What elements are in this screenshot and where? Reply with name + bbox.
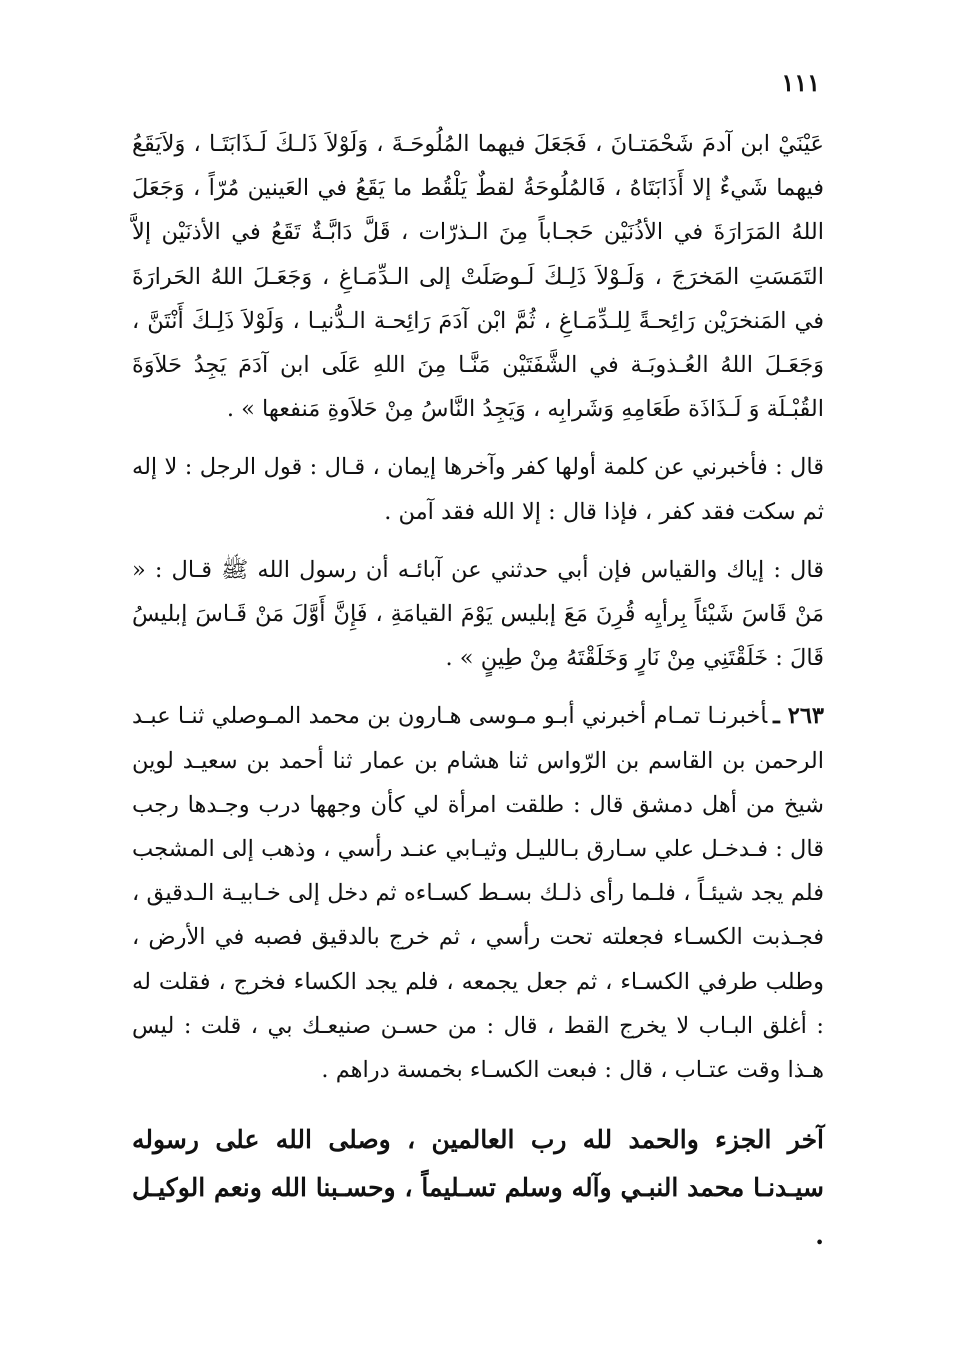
paragraph-4-text: أخبرنـا تمـام أخبرني أبـو مـوسى هـارون بن محمد المـوصلي ثنـا عبـد الرحمن بن القاسم بن الرّواس ثنا هشام بن عمار ثنا أحمد بن سعيـد لوين شيخ من أهل دمشق قال : طلقت امرأة لي كأن وجهها درب وجـدها رجب قال : فـدخـل علي سـارق بـالليـل وثيـابي عنـد رأسي ، وذهب إلى المشجب فلم يجد شيئـاً ، فلـما رأى ذلـك بسـط كسـاءه ثم دخل إلى خـابيـة الـدقيق ، فجـذبت الكسـاء فجعلته تحت رأسي ، ثم خرج بالدقيق فصبه في الأرض ، وطلب طرفي الكسـاء ، ثم جعل يجمعه ، فلم يجد الكساء فخرج ، فقلت له : أغلق البـاب لا يخرج القط ، قال : من حسـن صنيعـك بي ، قلت : ليس هـذا وقت عتـاب ، قال : فبعت الكسـاء بخمسة دراهم . [132,703,824,1084]
paragraph-1-text: عَيْنَيْ ابن آدمَ شَحْمَتـانَ ، فَجَعَلَ فيهما المُلُوحَـةَ ، وَلَوْلاَ ذَلـكَ لَـذَابَتَـا ، وَلاَيَقَعُ فيهما شَيءٌ إلا أَذَابَتَاهُ ، فَالمُلُوحَةُ لقطٌ يَلْقُط ما يَقَعُ في العَينين مُرّاً ، وَجَعَلَ اللهُ المَرَارَةَ في الأذُنَيْن حَجـاباً مِنَ الـذرّات ، قَلَّ دَابَّـةٌ تَقَعُ في الأذنَيْن إلاَّ التَمَسَتِ المَخرَجَ ، وَلَـوْلاَ ذَلِـكَ لَـوصَلَتْ إلى الـدِّمَـاغِ ، وَجَعَـلَ اللهُ الحَرارَةَ في المَنخرَيْن رَائِحـةً لِلـدِّمَـاغِ ، ثُمَّ ابْن آدَمَ رَائِحـة الـدُّنيـا ، وَلَوْلاَ ذَلِـكَ أَنْتَنَّ ، وَجَعَـلَ اللهُ العُـذوبَـة في الشَّفَتَيْن مَنَّـا مِنَ اللهِ عَلَى ابن آدَمَ يَجِدُ حَلاَوَةَ القُبْـلَة وَ لَـذَاذَة طَعَامِهِ وَشَرابِه ، وَيَجِدُ النَّاسُ مِنْ حَلاَوةِ مَنفعها » . [132,131,824,423]
paragraph-2-text: قال : فأخبرني عن كلمة أولها كفر وآخرها إيمان ، قـال : قول الرجل : لا إله ثم سكت فقد كفر ، فإذا قال : إلا الله فقد آمن . [132,454,824,525]
hadith-number: ٢٦٣ ـ [773,703,824,730]
paragraph-1 [132,122,824,431]
closing-colophon: آخر الجزء والحمد لله رب العالمين ، وصلى الله على رسوله سيـدنـا محمد النبـي وآله وسلم تسـليماً ، وحسـبنا الله ونعم الوكيـل . [132,1125,824,1251]
page-number: ١١١ [781,68,820,97]
paragraph-3 [132,548,824,681]
page-body [132,122,824,1260]
paragraph-2 [132,445,824,533]
paragraph-3-text: قال : إياك والقياس فإن أبي حدثني عن آبائـه أن رسول الله ﷺ قـال : « مَنْ قَاسَ شَيْئاً بِرأيِه قُرِنَ مَعَ إبليس يَوْمَ القيامَةِ ، فَإِنَّ أَوَّلَ مَنْ قَـاسَ إبليسُ قَالَ : خَلَقْتَنِي مِنْ نَارٍ وَخَلَقْتَهُ مِنْ طِينٍ » . [132,556,824,672]
paragraph-4 [132,694,824,1092]
